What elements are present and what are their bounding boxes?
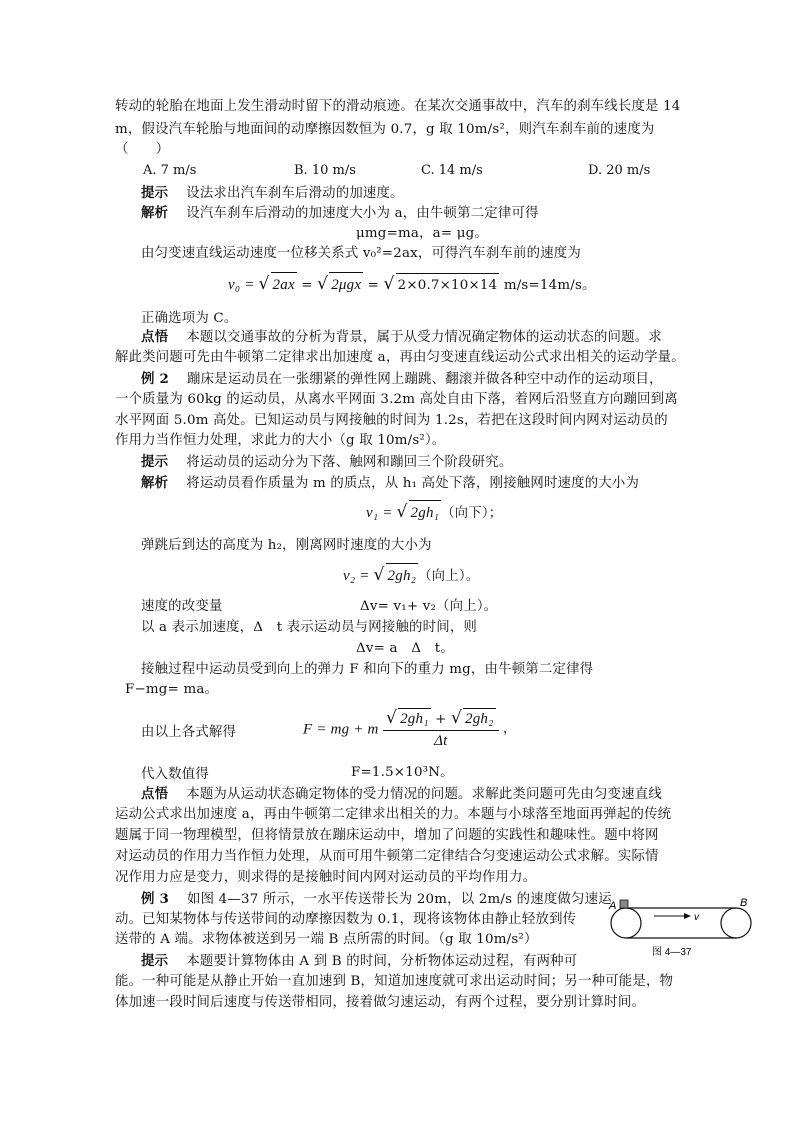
hint-line: 提示 将运动员的运动分为下落、触网和蹦回三个阶段研究。	[141, 454, 513, 470]
example-line: 例 2 蹦床是运动员在一张绷紧的弹性网上蹦跳、翻滚并做各种空中动作的运动项目，	[141, 371, 663, 387]
left-pulley	[611, 908, 641, 938]
example-line: 例 3 如图 4—37 所示，一水平传送带长为 20m，以 2m/s 的速度做匀速运	[141, 891, 612, 907]
equation: F=1.5×10³N。	[351, 765, 454, 780]
note-line: 解此类问题可先由牛顿第二定律求出加速度 a，再由匀变速直线运动公式求出相关的运动学量。	[115, 350, 685, 365]
text-line: （ ）	[115, 142, 170, 157]
hint-line	[141, 184, 404, 203]
example-label: 例 3	[141, 891, 169, 907]
text-line: 作用力当作恒力处理，求此力的大小（g 取 10m/s²）。	[115, 433, 446, 448]
block-object	[620, 900, 628, 908]
text-line: 弹跳后到达的高度为 h₂，刚离网时速度的大小为	[141, 538, 432, 553]
text-line: 送带的 A 端。求物体被送到另一端 B 点所需的时间。（g 取 10m/s²）	[115, 932, 538, 947]
note-line: 题属于同一物理模型，但将情景放在蹦床运动中，增加了问题的实践性和趣味性。题中将网	[115, 828, 659, 843]
fraction: $\frac{\text{√ 2gh₁ + √ 2gh₂}}{\Delta t}$	[383, 708, 498, 751]
example-label: 例 2	[141, 371, 169, 387]
equation: F−mg= ma。	[125, 682, 219, 697]
hint-label: 提示	[141, 454, 169, 470]
equation: Δv= v₁+ v₂（向上）。	[360, 599, 498, 614]
figure-caption: 图 4—37	[652, 947, 692, 958]
choice-b: B. 10 m/s	[294, 163, 356, 178]
text-line: 转动的轮胎在地面上发生滑动时留下的滑动痕迹。在某次交通事故中，汽车的刹车线长度是 14	[115, 99, 681, 114]
arrow-head-icon	[684, 913, 691, 919]
analysis-line	[141, 204, 539, 223]
equation-velocity: v₀ = √ 2ax = √ 2μgx = √ 2×0.7×10×14 m/s=14m/s。	[228, 272, 596, 298]
text-line: 动。已知某物体与传送带间的动摩擦因数为 0.1，现将该物体由静止轻放到传	[115, 912, 577, 927]
equation-v1: v₁ = √ 2gh₁ （向下）；	[366, 500, 502, 526]
hint-label: 提示	[141, 185, 169, 201]
equation-force: F = mg + m $\frac{\text{√ 2gh₁ + √ 2gh₂}}{\Delta t}$ ，	[303, 708, 517, 749]
text-line: m，假设汽车轮胎与地面间的动摩擦因数恒为 0.7，g 取 10m/s²，则汽车刹车前的速度为	[115, 122, 655, 137]
choice-c: C. 14 m/s	[421, 163, 483, 178]
equation-v2: v₂ = √ 2gh₂ （向上）。	[343, 563, 479, 589]
text-line: 代入数值得	[141, 767, 209, 782]
note-label: 点悟	[141, 329, 169, 345]
answer-line: 正确选项为 C。	[141, 311, 238, 326]
text-line: 速度的改变量	[141, 599, 223, 614]
note-line: 况作用力应是变力，则求得的是接触时间内网对运动员的平均作用力。	[115, 870, 537, 885]
label-a: A	[609, 900, 617, 912]
label-b: B	[740, 897, 748, 909]
hint-text: 设法求出汽车刹车后滑动的加速度。	[186, 186, 404, 201]
note-line: 对运动员的作用力当作恒力处理，从而可用牛顿第二定律结合匀变速运动公式求解。实际情	[115, 849, 659, 864]
text-line: 以 a 表示加速度，Δ t 表示运动员与网接触的时间，则	[141, 620, 477, 635]
label-v: v	[694, 912, 699, 923]
note-label: 点悟	[141, 786, 169, 802]
text-line: 由匀变速直线运动速度一位移关系式 v₀²=2ax，可得汽车刹车前的速度为	[141, 246, 581, 261]
hint-line: 提示 本题要计算物体由 A 到 B 的时间，分析物体运动过程，有两种可	[141, 953, 578, 969]
text-line: 水平网面 5.0m 高处。已知运动员与网接触的时间为 1.2s，若把在这段时间内网对运动员的	[115, 413, 668, 428]
right-pulley	[721, 908, 751, 938]
analysis-label: 解析	[141, 475, 169, 491]
choice-a: A. 7 m/s	[143, 163, 197, 178]
text-line: 能。一种可能是从静止开始一直加速到 B，知道加速度就可求出运动时间；另一种可能是，物	[115, 974, 674, 989]
text-line: 一个质量为 60kg 的运动员，从离水平网面 3.2m 高处自由下落，着网后沿竖直方向蹦回到离	[115, 392, 678, 407]
note-line: 点悟 本题以交通事故的分析为背景，属于从受力情况确定物体的运动状态的问题。求	[141, 329, 662, 345]
analysis-text: 设汽车刹车后滑动的加速度大小为 a，由牛顿第二定律可得	[186, 206, 539, 221]
analysis-label: 解析	[141, 205, 169, 221]
conveyor-figure	[606, 893, 764, 963]
analysis-line: 解析 将运动员看作质量为 m 的质点，从 h₁ 高处下落，刚接触网时速度的大小为	[141, 475, 640, 491]
equation: Δv= a Δ t。	[356, 641, 454, 656]
equation: μmg=ma，a= μg。	[356, 226, 488, 241]
text-line: 体加速一段时间后速度与传送带相同，接着做匀速运动，有两个过程，要分别计算时间。	[115, 995, 646, 1010]
note-line: 点悟 本题为从运动状态确定物体的受力情况的问题。求解此类问题可先由匀变速直线	[141, 786, 662, 802]
note-line: 运动公式求出加速度 a，再由牛顿第二定律求出相关的力。本题与小球落至地面再弹起的传统	[115, 807, 672, 822]
hint-label: 提示	[141, 953, 169, 969]
text-line: 接触过程中运动员受到向上的弹力 F 和向下的重力 mg，由牛顿第二定律得	[141, 662, 594, 677]
choice-d: D. 20 m/s	[588, 163, 651, 178]
text-line: 由以上各式解得	[141, 725, 237, 740]
